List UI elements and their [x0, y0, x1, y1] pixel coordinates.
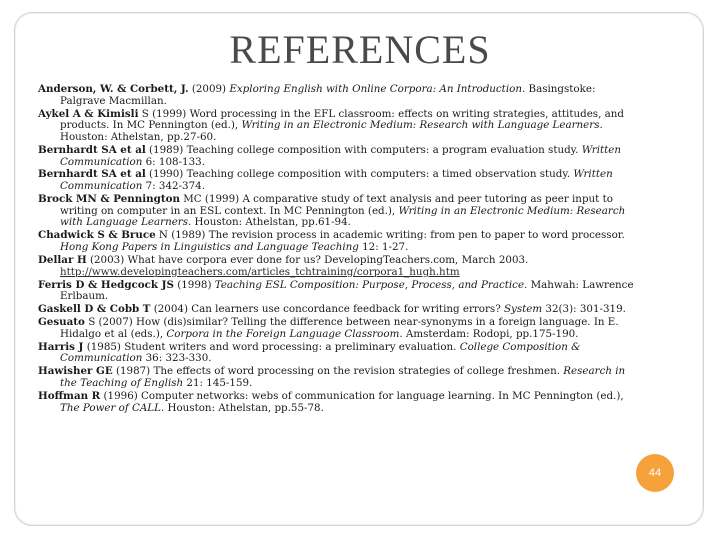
- reference-item: [38, 84, 638, 107]
- reference-text: N (1989) The revision process in academic writing: from pen to paper to word processor.: [155, 229, 625, 242]
- reference-item: [38, 280, 638, 303]
- reference-item: [38, 109, 638, 144]
- reference-source-title: Writing in an Electronic Medium: Research with Language Learners: [60, 204, 626, 229]
- reference-text: 7: 342-374.: [142, 180, 205, 193]
- reference-text: 36: 323-330.: [142, 352, 212, 365]
- reference-text: (1996) Computer networks: webs of communication for language learning. In MC Pennington (ed.),: [100, 389, 624, 402]
- reference-text: . Mahwah: Lawrence Erlbaum.: [60, 278, 634, 303]
- reference-author: Ferris D & Hedgcock JS: [38, 278, 174, 291]
- page-number-badge: [636, 454, 674, 492]
- reference-source-title: Exploring English with Online Corpora: An Introduction: [229, 83, 522, 95]
- slide-title: REFERENCES: [229, 27, 491, 72]
- reference-text: (2009): [188, 83, 230, 95]
- reference-text: (2003) What have corpora ever done for us? Developing: [86, 253, 384, 266]
- reference-item: [38, 317, 638, 340]
- reference-item: [38, 230, 638, 253]
- reference-author: Brock MN & Pennington: [38, 193, 180, 206]
- reference-source-title: Writing in an Electronic Medium: Research with Language Learners: [241, 119, 600, 132]
- reference-text: . Houston: Athelstan, pp.55-78.: [160, 401, 324, 414]
- reference-text: . Basingstoke: Palgrave Macmillan.: [60, 83, 596, 107]
- reference-text: 32(3): 301-319.: [542, 303, 626, 316]
- reference-text: Teachers.com, March 2003.: [383, 253, 529, 266]
- reference-text: (1989) Teaching college composition with computers: a program evaluation study.: [145, 143, 582, 156]
- reference-author: Aykel A & Kimisli: [38, 107, 139, 120]
- reference-source-title: The Power of CALL: [60, 401, 161, 414]
- reference-source-title: Corpora in the Foreign Language Classroom: [166, 327, 400, 340]
- reference-text: . Amsterdam: Rodopi, pp.175-190.: [399, 327, 579, 340]
- reference-text: MC (1999) A comparative study of text analysis and peer tutoring as peer input to writing on computer in an ESL context. In MC Pennington (ed.),: [60, 193, 613, 217]
- reference-author: Chadwick S & Bruce: [38, 229, 156, 242]
- reference-text: (1987) The effects of word processing on the revision strategies of college freshmen.: [112, 365, 564, 378]
- reference-author: Dellar H: [38, 253, 87, 266]
- reference-author: Harris J: [38, 340, 84, 353]
- reference-text: 6: 108-133.: [142, 155, 205, 168]
- reference-author: Gesuato: [38, 316, 85, 329]
- reference-text: (1985) Student writers and word processing: a preliminary evaluation.: [83, 340, 460, 353]
- reference-source-title: Written Communication: [60, 168, 613, 193]
- reference-link[interactable]: http://www.developingteachers.com/articles_tchtraining/corpora1_hugh.htm: [60, 265, 460, 278]
- page-number: 44: [648, 467, 662, 479]
- reference-text: . Houston: Athelstan, pp.61-94.: [188, 216, 351, 229]
- reference-author: Bernhardt SA et al: [38, 168, 146, 181]
- reference-item: [38, 169, 638, 192]
- reference-item: [38, 366, 638, 389]
- reference-text: (1998): [173, 278, 215, 291]
- reference-text: (2004) Can learners use concordance feedback for writing errors?: [150, 303, 504, 316]
- reference-text: S (2007) How (dis)similar? Telling the difference between near-synonyms in a foreign language. In E. Hidalgo et al (eds.),: [60, 316, 619, 340]
- reference-item: [38, 391, 638, 414]
- reference-item: [38, 342, 638, 365]
- reference-author: Hoffman R: [38, 389, 101, 402]
- reference-item: [38, 145, 638, 168]
- reference-item: [38, 255, 638, 278]
- reference-source-title: Written Communication: [60, 143, 622, 168]
- reference-text: . Houston: Athelstan, pp.27-60.: [60, 119, 603, 143]
- reference-author: Anderson, W. & Corbett, J.: [38, 83, 189, 95]
- reference-author: Gaskell D & Cobb T: [38, 303, 151, 316]
- reference-list: [38, 84, 638, 415]
- reference-text: 21: 145-159.: [183, 376, 253, 389]
- reference-item: [38, 304, 638, 316]
- reference-source-title: Teaching ESL Composition: Purpose, Process, and Practice: [214, 278, 525, 291]
- reference-source-title: College Composition & Communication: [60, 340, 581, 365]
- reference-text: (1990) Teaching college composition with computers: a timed observation study.: [145, 168, 574, 181]
- reference-source-title: Research in the Teaching of English: [60, 365, 626, 389]
- reference-source-title: System: [504, 303, 543, 316]
- reference-text: 12: 1-27.: [358, 241, 409, 254]
- reference-author: Hawisher GE: [38, 365, 113, 378]
- reference-source-title: Hong Kong Papers in Linguistics and Language Teaching: [60, 241, 359, 254]
- reference-text: S (1999) Word processing in the EFL classroom: effects on writing strategies, attitudes, and products. In MC Pennington (ed.),: [60, 107, 625, 132]
- reference-author: Bernhardt SA et al: [38, 143, 146, 156]
- reference-item: [38, 194, 638, 229]
